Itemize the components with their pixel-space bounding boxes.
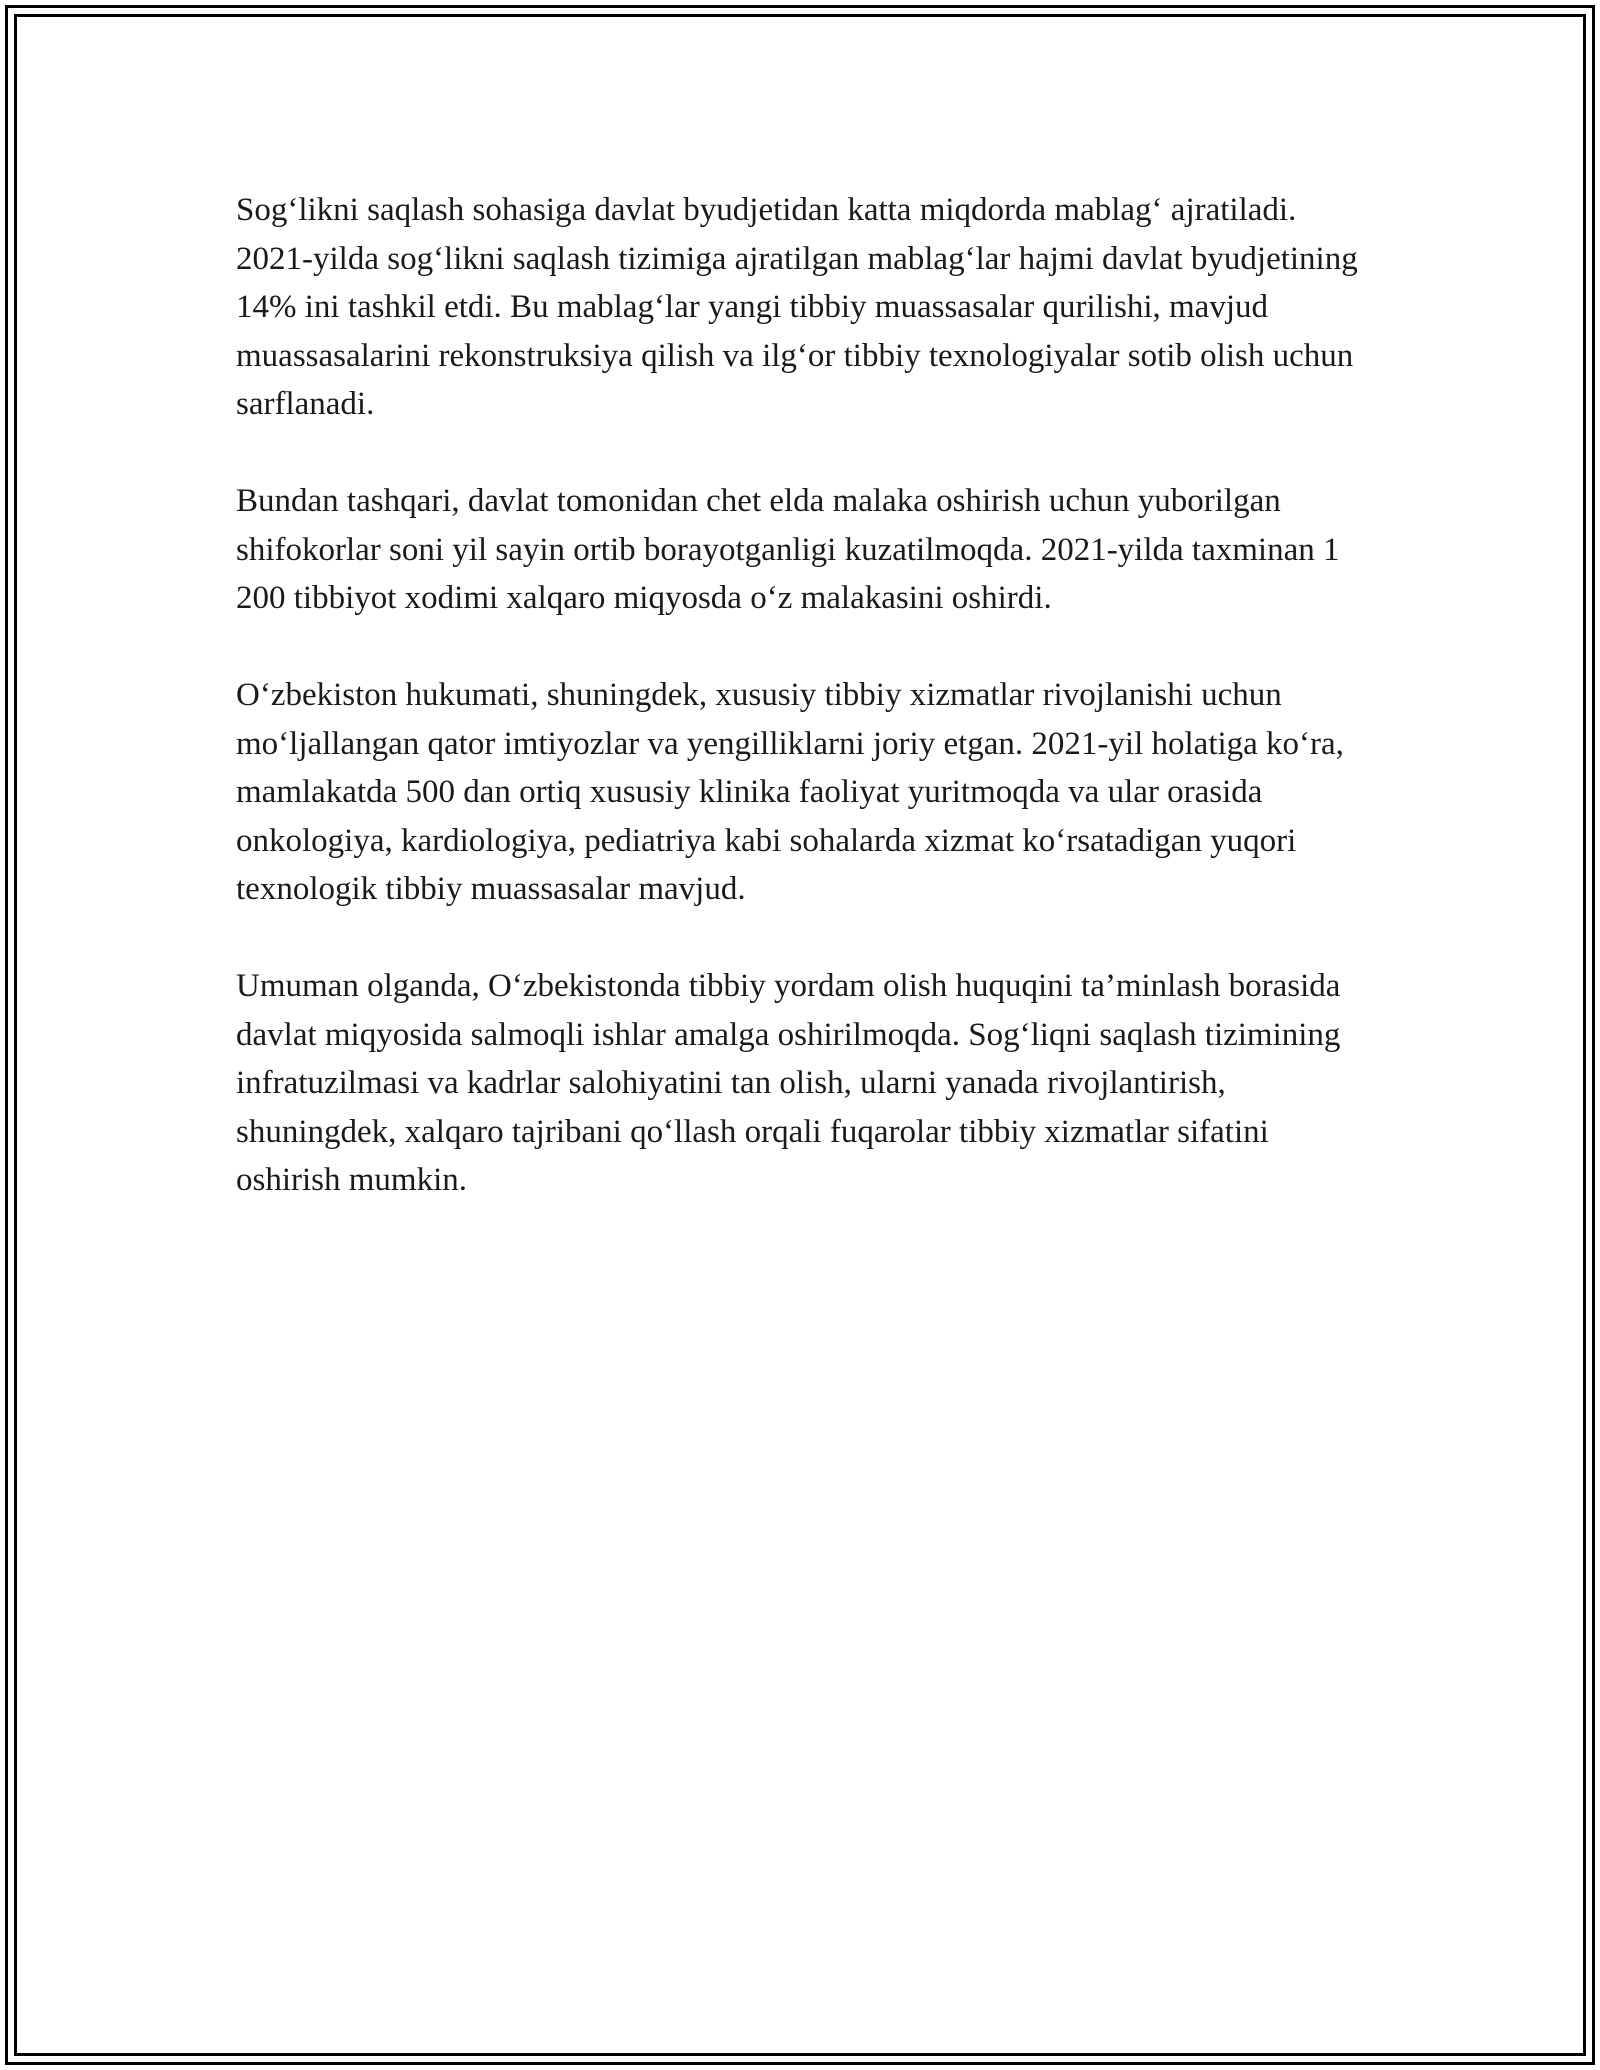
- paragraph-budget: Sog‘likni saqlash sohasiga davlat byudjetidan katta miqdorda mablag‘ ajratiladi. 2021-yilda sog‘likni saqlash tizimiga ajratilgan mablag‘lar hajmi davlat byudjetining 14% ini tashkil etdi. Bu mablag‘lar yangi tibbiy muassasalar qurilishi, mavjud muassasalarini rekonstruksiya qilish va ilg‘or tibbiy texnologiyalar sotib olish uchun sarflanadi.: [236, 192, 1358, 422]
- document-body: [236, 186, 1366, 1253]
- paragraph-training-abroad: Bundan tashqari, davlat tomonidan chet elda malaka oshirish uchun yuborilgan shifokorlar soni yil sayin ortib borayotganligi kuzatilmoqda. 2021-yilda taxminan 1 200 tibbiyot xodimi xalqaro miqyosda o‘z malakasini oshirdi.: [236, 483, 1340, 616]
- paragraph-private-clinics: O‘zbekiston hukumati, shuningdek, xususiy tibbiy xizmatlar rivojlanishi uchun mo‘ljallangan qator imtiyozlar va yengilliklarni joriy etgan. 2021-yil holatiga ko‘ra, mamlakatda 500 dan ortiq xususiy klinika faoliyat yuritmoqda va ular orasida onkologiya, kardiologiya, pediatriya kabi sohalarda xizmat ko‘rsatadigan yuqori texnologik tibbiy muassasalar mavjud.: [236, 677, 1344, 907]
- paragraph-conclusion: Umuman olganda, O‘zbekistonda tibbiy yordam olish huquqini ta’minlash borasida davlat miqyosida salmoqli ishlar amalga oshirilmoqda. Sog‘liqni saqlash tizimining infratuzilmasi va kadrlar salohiyatini tan olish, ularni yanada rivojlantirish, shuningdek, xalqaro tajribani qo‘llash orqali fuqarolar tibbiy xizmatlar sifatini oshirish mumkin.: [236, 968, 1341, 1198]
